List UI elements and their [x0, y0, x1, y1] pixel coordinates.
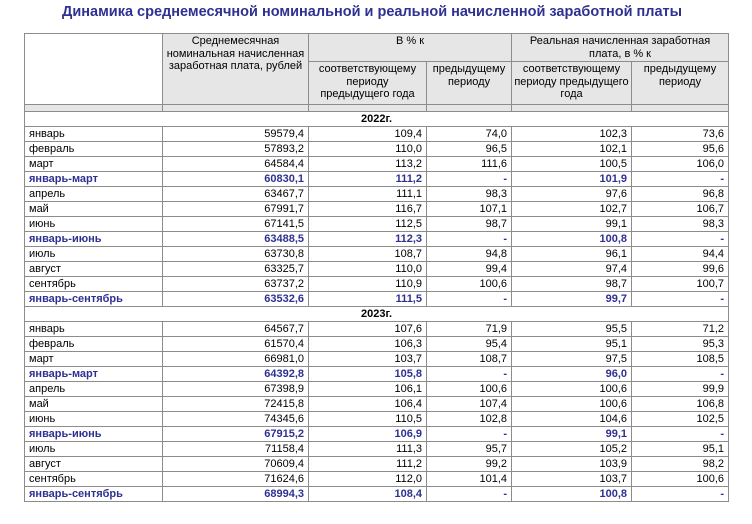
table-row: [25, 457, 729, 472]
percent-prev-period-value: 100,6: [427, 277, 512, 292]
header-group-percent: В % к: [309, 34, 512, 62]
page-title: Динамика среднемесячной номинальной и реальной начисленной заработной платы: [62, 4, 683, 20]
real-prev-period-value: 94,4: [632, 247, 729, 262]
percent-same-period-value: 111,2: [309, 172, 427, 187]
percent-prev-period-value: 100,6: [427, 382, 512, 397]
header-group-real-wage: Реальная начисленная заработная плата, в % к: [512, 34, 729, 62]
table-row: [25, 247, 729, 262]
percent-prev-period-value: -: [427, 487, 512, 502]
percent-same-period-value: 113,2: [309, 157, 427, 172]
summary-row: [25, 427, 729, 442]
real-same-period-value: 105,2: [512, 442, 632, 457]
table-row: [25, 412, 729, 427]
percent-same-period-value: 106,1: [309, 382, 427, 397]
period-label: январь: [25, 322, 163, 337]
real-same-period-value: 102,1: [512, 142, 632, 157]
header-nominal-wage: Среднемесячная номинальная начисленная заработная плата, рублей: [163, 34, 309, 105]
real-prev-period-value: 106,7: [632, 202, 729, 217]
real-prev-period-value: 98,3: [632, 217, 729, 232]
nominal-wage-value: 63737,2: [163, 277, 309, 292]
percent-prev-period-value: 99,4: [427, 262, 512, 277]
nominal-wage-value: 72415,8: [163, 397, 309, 412]
real-prev-period-value: 95,3: [632, 337, 729, 352]
real-same-period-value: 100,8: [512, 487, 632, 502]
percent-same-period-value: 106,3: [309, 337, 427, 352]
nominal-wage-value: 70609,4: [163, 457, 309, 472]
percent-prev-period-value: 98,3: [427, 187, 512, 202]
header-percent-prev-period: предыдущему периоду: [427, 62, 512, 105]
percent-prev-period-value: -: [427, 427, 512, 442]
table-row: [25, 322, 729, 337]
nominal-wage-value: 59579,4: [163, 127, 309, 142]
period-label: март: [25, 157, 163, 172]
period-label: февраль: [25, 337, 163, 352]
table-row: [25, 217, 729, 232]
year-label: 2022г.: [25, 112, 729, 127]
table-row: [25, 352, 729, 367]
summary-row: [25, 292, 729, 307]
nominal-wage-value: 71158,4: [163, 442, 309, 457]
percent-same-period-value: 106,4: [309, 397, 427, 412]
wage-table: [24, 33, 729, 502]
nominal-wage-value: 64567,7: [163, 322, 309, 337]
percent-prev-period-value: 108,7: [427, 352, 512, 367]
real-same-period-value: 100,6: [512, 397, 632, 412]
real-same-period-value: 103,7: [512, 472, 632, 487]
real-prev-period-value: 98,2: [632, 457, 729, 472]
nominal-wage-value: 63532,6: [163, 292, 309, 307]
nominal-wage-value: 63467,7: [163, 187, 309, 202]
real-prev-period-value: 106,8: [632, 397, 729, 412]
nominal-wage-value: 60830,1: [163, 172, 309, 187]
percent-same-period-value: 110,9: [309, 277, 427, 292]
percent-prev-period-value: -: [427, 367, 512, 382]
period-label: июнь: [25, 217, 163, 232]
percent-same-period-value: 112,5: [309, 217, 427, 232]
table-row: [25, 277, 729, 292]
real-prev-period-value: -: [632, 172, 729, 187]
real-prev-period-value: 102,5: [632, 412, 729, 427]
nominal-wage-value: 67915,2: [163, 427, 309, 442]
real-same-period-value: 102,7: [512, 202, 632, 217]
table-row: [25, 142, 729, 157]
nominal-wage-value: 67991,7: [163, 202, 309, 217]
percent-same-period-value: 108,4: [309, 487, 427, 502]
period-label: январь-март: [25, 367, 163, 382]
real-same-period-value: 95,1: [512, 337, 632, 352]
summary-row: [25, 232, 729, 247]
real-same-period-value: 95,5: [512, 322, 632, 337]
percent-same-period-value: 112,3: [309, 232, 427, 247]
percent-prev-period-value: 99,2: [427, 457, 512, 472]
real-same-period-value: 97,5: [512, 352, 632, 367]
real-prev-period-value: 95,1: [632, 442, 729, 457]
period-label: август: [25, 457, 163, 472]
percent-prev-period-value: 95,7: [427, 442, 512, 457]
table-row: [25, 337, 729, 352]
real-prev-period-value: 100,6: [632, 472, 729, 487]
percent-same-period-value: 111,5: [309, 292, 427, 307]
table-row: [25, 442, 729, 457]
real-same-period-value: 99,1: [512, 427, 632, 442]
header-label-column: [25, 34, 163, 105]
real-prev-period-value: 108,5: [632, 352, 729, 367]
period-label: июль: [25, 247, 163, 262]
table-body: [25, 112, 729, 502]
percent-prev-period-value: -: [427, 232, 512, 247]
period-label: март: [25, 352, 163, 367]
real-same-period-value: 103,9: [512, 457, 632, 472]
percent-same-period-value: 110,5: [309, 412, 427, 427]
nominal-wage-value: 64584,4: [163, 157, 309, 172]
percent-same-period-value: 110,0: [309, 262, 427, 277]
real-prev-period-value: 99,6: [632, 262, 729, 277]
percent-prev-period-value: 107,1: [427, 202, 512, 217]
real-prev-period-value: 71,2: [632, 322, 729, 337]
nominal-wage-value: 64392,8: [163, 367, 309, 382]
period-label: июнь: [25, 412, 163, 427]
real-same-period-value: 96,1: [512, 247, 632, 262]
real-prev-period-value: -: [632, 232, 729, 247]
header-spacer: [25, 105, 729, 112]
table-row: [25, 262, 729, 277]
nominal-wage-value: 66981,0: [163, 352, 309, 367]
table-row: [25, 397, 729, 412]
period-label: апрель: [25, 382, 163, 397]
real-prev-period-value: 99,9: [632, 382, 729, 397]
nominal-wage-value: 71624,6: [163, 472, 309, 487]
nominal-wage-value: 63730,8: [163, 247, 309, 262]
year-label: 2023г.: [25, 307, 729, 322]
real-same-period-value: 100,8: [512, 232, 632, 247]
table-row: [25, 202, 729, 217]
nominal-wage-value: 63325,7: [163, 262, 309, 277]
summary-row: [25, 367, 729, 382]
percent-same-period-value: 111,2: [309, 457, 427, 472]
period-label: апрель: [25, 187, 163, 202]
percent-same-period-value: 105,8: [309, 367, 427, 382]
header-percent-same-period: соответствующему периоду предыдущего года: [309, 62, 427, 105]
percent-same-period-value: 116,7: [309, 202, 427, 217]
nominal-wage-value: 67398,9: [163, 382, 309, 397]
table-row: [25, 127, 729, 142]
percent-prev-period-value: 98,7: [427, 217, 512, 232]
nominal-wage-value: 67141,5: [163, 217, 309, 232]
period-label: сентябрь: [25, 472, 163, 487]
table-row: [25, 472, 729, 487]
real-prev-period-value: 73,6: [632, 127, 729, 142]
table-row: [25, 382, 729, 397]
real-prev-period-value: -: [632, 487, 729, 502]
percent-same-period-value: 108,7: [309, 247, 427, 262]
header-real-same-period: соответствующему периоду предыдущего года: [512, 62, 632, 105]
period-label: январь: [25, 127, 163, 142]
period-label: январь-сентябрь: [25, 292, 163, 307]
real-same-period-value: 101,9: [512, 172, 632, 187]
percent-prev-period-value: 101,4: [427, 472, 512, 487]
real-same-period-value: 99,1: [512, 217, 632, 232]
real-prev-period-value: 96,8: [632, 187, 729, 202]
real-same-period-value: 104,6: [512, 412, 632, 427]
nominal-wage-value: 61570,4: [163, 337, 309, 352]
period-label: май: [25, 397, 163, 412]
period-label: май: [25, 202, 163, 217]
period-label: август: [25, 262, 163, 277]
percent-same-period-value: 110,0: [309, 142, 427, 157]
percent-prev-period-value: 94,8: [427, 247, 512, 262]
nominal-wage-value: 63488,5: [163, 232, 309, 247]
percent-prev-period-value: -: [427, 292, 512, 307]
summary-row: [25, 172, 729, 187]
real-prev-period-value: 106,0: [632, 157, 729, 172]
percent-same-period-value: 109,4: [309, 127, 427, 142]
period-label: январь-июнь: [25, 427, 163, 442]
real-same-period-value: 96,0: [512, 367, 632, 382]
period-label: январь-сентябрь: [25, 487, 163, 502]
real-same-period-value: 100,5: [512, 157, 632, 172]
nominal-wage-value: 68994,3: [163, 487, 309, 502]
period-label: январь-март: [25, 172, 163, 187]
real-prev-period-value: 100,7: [632, 277, 729, 292]
percent-prev-period-value: 96,5: [427, 142, 512, 157]
table-row: [25, 187, 729, 202]
year-row: [25, 307, 729, 322]
header-real-prev-period: предыдущему периоду: [632, 62, 729, 105]
percent-prev-period-value: 107,4: [427, 397, 512, 412]
real-same-period-value: 102,3: [512, 127, 632, 142]
real-same-period-value: 100,6: [512, 382, 632, 397]
percent-prev-period-value: 74,0: [427, 127, 512, 142]
real-same-period-value: 98,7: [512, 277, 632, 292]
period-label: февраль: [25, 142, 163, 157]
real-prev-period-value: -: [632, 427, 729, 442]
percent-prev-period-value: 102,8: [427, 412, 512, 427]
real-prev-period-value: -: [632, 367, 729, 382]
percent-same-period-value: 112,0: [309, 472, 427, 487]
table-row: [25, 157, 729, 172]
real-same-period-value: 97,4: [512, 262, 632, 277]
nominal-wage-value: 74345,6: [163, 412, 309, 427]
real-same-period-value: 99,7: [512, 292, 632, 307]
percent-same-period-value: 111,3: [309, 442, 427, 457]
real-same-period-value: 97,6: [512, 187, 632, 202]
year-row: [25, 112, 729, 127]
percent-prev-period-value: -: [427, 172, 512, 187]
percent-prev-period-value: 95,4: [427, 337, 512, 352]
period-label: январь-июнь: [25, 232, 163, 247]
period-label: июль: [25, 442, 163, 457]
real-prev-period-value: 95,6: [632, 142, 729, 157]
percent-same-period-value: 106,9: [309, 427, 427, 442]
table-header: [25, 34, 729, 112]
percent-prev-period-value: 71,9: [427, 322, 512, 337]
percent-same-period-value: 103,7: [309, 352, 427, 367]
period-label: сентябрь: [25, 277, 163, 292]
summary-row: [25, 487, 729, 502]
nominal-wage-value: 57893,2: [163, 142, 309, 157]
percent-same-period-value: 107,6: [309, 322, 427, 337]
percent-same-period-value: 111,1: [309, 187, 427, 202]
real-prev-period-value: -: [632, 292, 729, 307]
percent-prev-period-value: 111,6: [427, 157, 512, 172]
